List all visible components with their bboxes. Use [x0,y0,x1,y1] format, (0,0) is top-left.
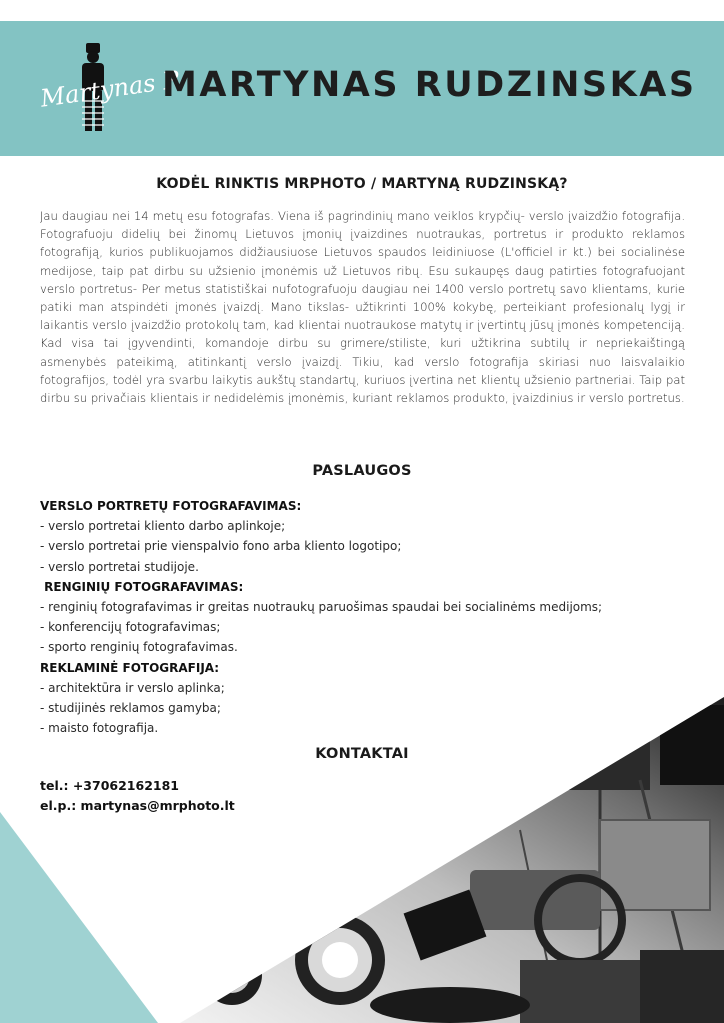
page-title: MARTYNAS RUDZINSKAS [162,65,697,105]
service-heading-advertising: REKLAMINĖ FOTOGRAFIJA: [40,660,220,675]
logo [38,41,183,141]
list-item: - verslo portretai kliento darbo aplinkoje; [40,519,286,534]
logo-signature: Martynas R [38,65,183,113]
teal-corner-shape [0,812,158,1023]
list-item: - sporto renginių fotografavimas. [40,640,238,655]
list-item: - studijinės reklamos gamyba; [40,701,221,716]
service-heading-events: RENGINIŲ FOTOGRAFAVIMAS: [40,579,244,594]
header-banner [0,21,724,156]
list-item: - verslo portretai studijoje. [40,559,199,574]
contacts-block [40,776,235,816]
email-address[interactable]: el.p.: martynas@mrphoto.lt [40,798,235,813]
list-item: - renginių fotografavimas ir greitas nuotraukų paruošimas spaudai bei socialinėms medijoms; [40,600,603,615]
services-list [40,496,690,738]
phone-number[interactable]: tel.: +37062162181 [40,778,179,793]
why-body: Jau daugiau nei 14 metų esu fotografas. Viena iš pagrindinių mano veiklos krypčių- verslo įvaizdžio fotografija. Fotografuoju didelių bei žinomų Lietuvos įmonių įvaizdines nuotraukas, portretus ir produkto reklamos fotografiją, kurios publikuojamos didžiausiuose Lietuvos spaudos leidiniuose (L'officiel ir kt.) bei socialinėse medijose, taip pat dirbu su užsienio įmonėmis už Lietuvos ribų. Esu sukaupęs daug patirties fotografuojant verslo portretus- Per metus statistiškai nufotografuoju daugiau nei 1400 verslo portretų savo klientams, kurie patiki man atspindėti įmonės įvaizdį. Mano tikslas- užtikrinti 100% kokybę, perteikiant profesionalų lygį ir laikantis verslo įvaizdžio protokolų tam, kad klientai nuotraukose matytų ir įvertintų jūsų įmonės kompetenciją. Kad visa tai įgyvendinti, komandoje dirbu su grimere/stiliste, kuri užtikrina subtilų ir nepriekaištingą asmenybės pateikimą, atitinkantį verslo įvaizdį. Tikiu, kad verslo fotografija skiriasi nuo laisvalaikio fotografijos, todėl yra svarbu laikytis aukštų standartų, kuriuos įvertina net klientų užsienio partneriai. Taip pat dirbu su privačiais klientais ir nedidelėmis įmonėmis, kuriant reklamos produkto, įvaizdinius ir verslo portretus. [40,209,685,406]
why-title: KODĖL RINKTIS MRPHOTO / MARTYNĄ RUDZINSKĄ? [156,176,568,192]
services-title: PASLAUGOS [312,463,412,479]
list-item: - maisto fotografija. [40,721,159,736]
contacts-title: KONTAKTAI [315,746,409,762]
list-item: - konferencijų fotografavimas; [40,620,221,635]
list-item: - verslo portretai prie vienspalvio fono arba kliento logotipo; [40,539,402,554]
list-item: - architektūra ir verslo aplinka; [40,680,225,695]
service-heading-portraits: VERSLO PORTRETŲ FOTOGRAFAVIMAS: [40,499,302,513]
